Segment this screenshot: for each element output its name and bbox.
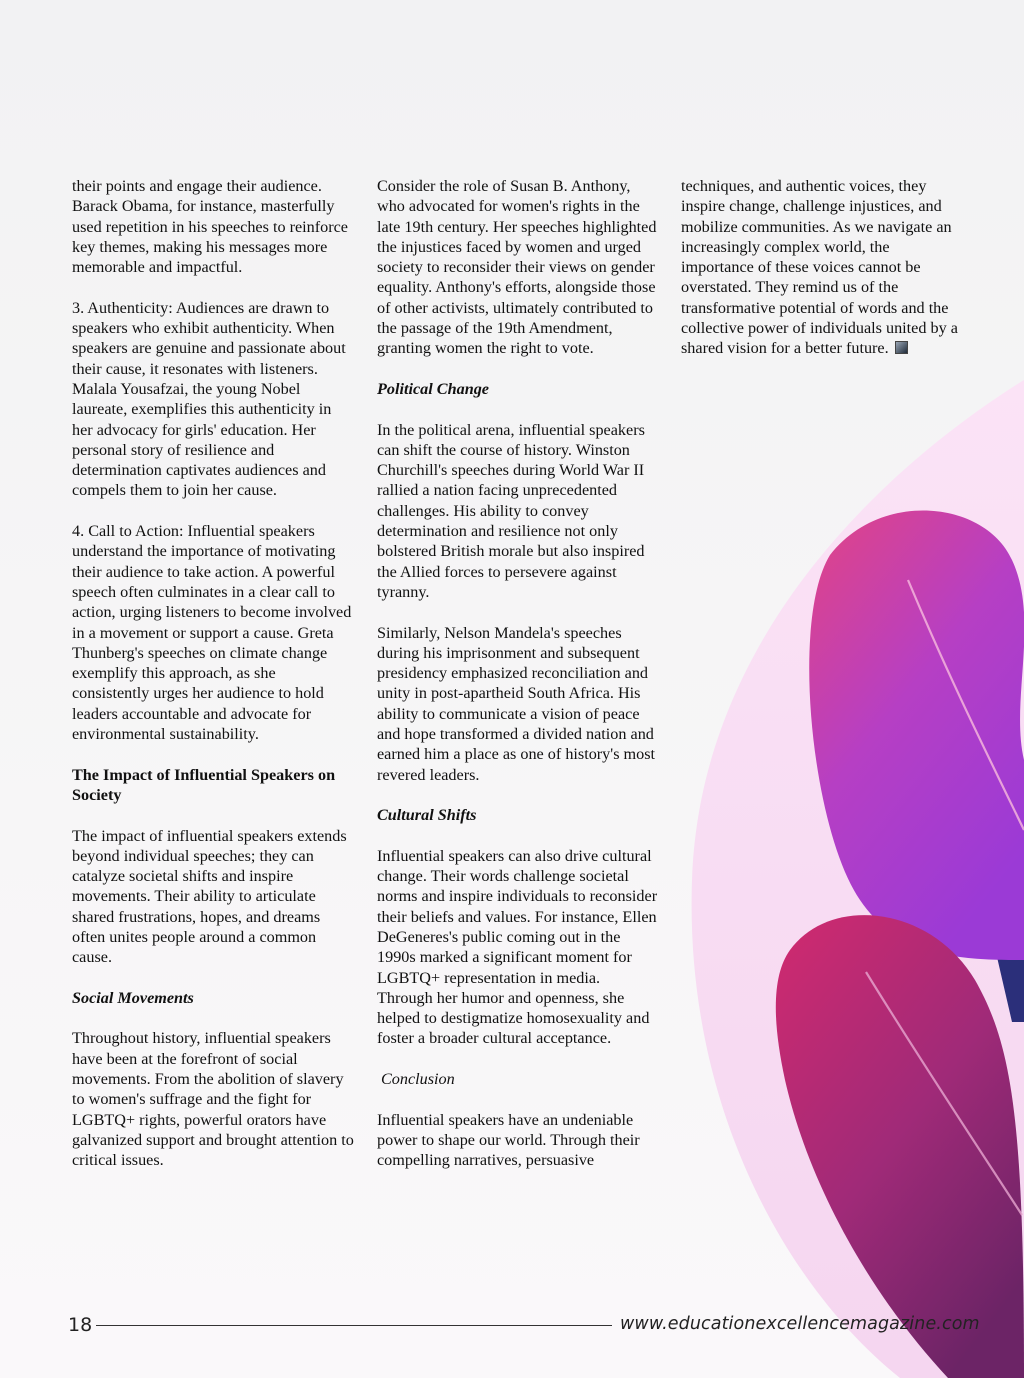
column-1 — [72, 176, 354, 1191]
subheading-cultural-shifts: Cultural Shifts — [377, 806, 477, 825]
paragraph: Similarly, Nelson Mandela's speeches during his imprisonment and subsequent presidency emphasized reconciliation and unity in post-apartheid South Africa. His ability to communicate a vision of peace and hope transformed a divided nation and earned him a place as one of history's most revered leaders. — [377, 623, 656, 784]
subheading-social-movements: Social Movements — [72, 988, 194, 1007]
paragraph: Influential speakers can also drive cultural change. Their words challenge societal norms and inspire individuals to reconsider their beliefs and values. For instance, Ellen DeGeneres's public coming out in the 1990s marked a significant moment for LGBTQ+ representation in media. Through her humor and openness, she helped to destigmatize homosexuality and foster a broader cultural acceptance. — [377, 846, 658, 1048]
end-of-article-icon — [895, 341, 908, 354]
paragraph — [681, 176, 961, 359]
column-2 — [377, 176, 659, 1191]
paragraph: 3. Authenticity: Audiences are drawn to speakers who exhibit authenticity. When speakers are genuine and passionate about their cause, it resonates with listeners. Malala Yousafzai, the young Nobel laureate, exemplifies this authenticity in her advocacy for girls' education. Her personal story of resilience and determination captivates audiences and compels them to join her cause. — [72, 298, 346, 500]
paragraph: Consider the role of Susan B. Anthony, who advocated for women's rights in the late 19th century. Her speeches highlighted the injustices faced by women and urged society to reconsider their views on gender equality. Anthony's efforts, alongside those of other activists, ultimately contributed to the passage of the 19th Amendment, granting women the right to vote. — [377, 177, 657, 358]
footer-divider — [96, 1325, 612, 1326]
paragraph: In the political arena, influential speakers can shift the course of history. Winston Churchill's speeches during World War II rallied a nation facing unprecedented challenges. His ability to convey determination and resilience not only bolstered British morale but also inspired the Allied forces to persevere against tyranny. — [377, 420, 645, 601]
closing-paragraph-text: techniques, and authentic voices, they inspire change, challenge injustices, and mobilize communities. As we navigate an increasingly complex world, the importance of these voices cannot be overstated. They remind us of the transformative potential of words and the collective power of individuals united by a shared vision for a better future. — [681, 177, 958, 358]
section-heading-impact: The Impact of Influential Speakers on Society — [72, 765, 336, 804]
subheading-conclusion: Conclusion — [381, 1070, 455, 1089]
page-footer — [0, 1310, 1024, 1340]
paragraph: Influential speakers have an undeniable power to shape our world. Through their compelling narratives, persuasive — [377, 1110, 640, 1170]
subheading-political-change: Political Change — [377, 379, 489, 398]
column-3 — [681, 176, 961, 379]
paragraph: The impact of influential speakers extends beyond individual speeches; they can catalyze societal shifts and inspire movements. Their ability to articulate shared frustrations, hopes, and dreams often unites people around a common cause. — [72, 826, 347, 967]
paragraph: 4. Call to Action: Influential speakers understand the importance of motivating their audience to take action. A powerful speech often culminates in a clear call to action, urging listeners to become involved in a movement or support a cause. Greta Thunberg's speeches on climate change exemplify this approach, as she consistently urges her audience to hold leaders accountable and advocate for environmental sustainability. — [72, 522, 352, 744]
paragraph: Throughout history, influential speakers have been at the forefront of social movements. From the abolition of slavery to women's suffrage and the fight for LGBTQ+ rights, powerful orators have galvanized support and brought attention to critical issues. — [72, 1029, 354, 1170]
website-url: www.educationexcellencemagazine.com — [620, 1314, 980, 1334]
page-number: 18 — [68, 1314, 93, 1336]
paragraph: their points and engage their audience. Barack Obama, for instance, masterfully used repetition in his speeches to reinforce key themes, making his messages more memorable and impactful. — [72, 177, 348, 277]
